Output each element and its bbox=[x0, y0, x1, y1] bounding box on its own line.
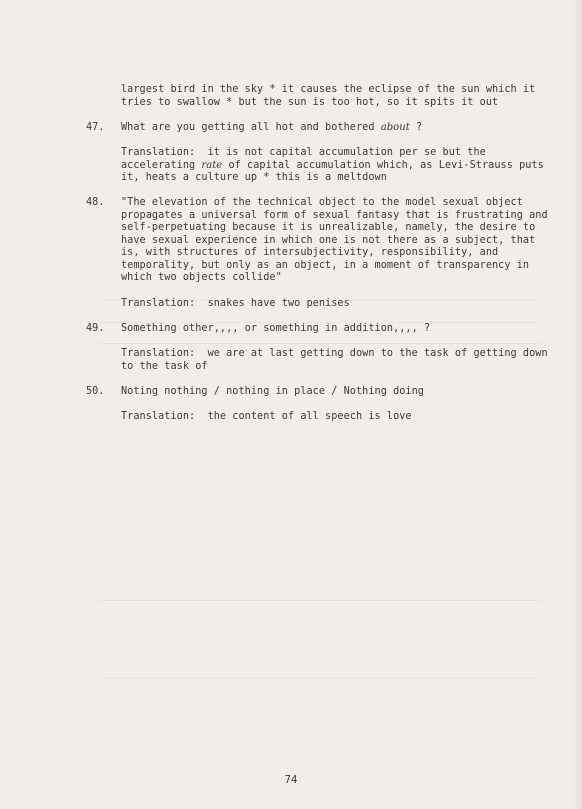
quote-line: which two objects collide" bbox=[121, 272, 282, 283]
translation-text: of capital accumulation which, as Levi-Strauss puts bbox=[222, 160, 544, 171]
translation-line: Translation: it is not capital accumulation per se but the bbox=[121, 147, 486, 158]
translation-line: Translation: the content of all speech is love bbox=[121, 411, 412, 422]
item-question: Something other,,,, or something in addition,,,, ? bbox=[121, 323, 431, 334]
item-number: 47. bbox=[86, 122, 105, 133]
translation-line: it, heats a culture up * this is a meltdown bbox=[121, 172, 387, 183]
question-text: What are you getting all hot and bothered bbox=[121, 122, 381, 133]
bleed-through-line bbox=[100, 600, 540, 601]
quote-line: have sexual experience in which one is not there as a subject, that bbox=[121, 235, 536, 246]
page-number: 74 bbox=[284, 774, 298, 786]
emphasized-word: about bbox=[380, 122, 410, 133]
translation-line: Translation: we are at last getting down to the task of getting down bbox=[121, 348, 548, 359]
question-suffix: ? bbox=[409, 122, 423, 133]
item-number: 48. bbox=[86, 197, 105, 208]
bleed-through-line bbox=[100, 343, 540, 344]
item-question: Noting nothing / nothing in place / Nothing doing bbox=[121, 386, 424, 397]
translation-line bbox=[121, 160, 544, 173]
quote-line: "The elevation of the technical object to the model sexual object bbox=[121, 197, 523, 208]
translation-text: accelerating bbox=[121, 160, 202, 171]
continuation-line: largest bird in the sky * it causes the eclipse of the sun which it bbox=[121, 84, 536, 95]
quote-line: propagates a universal form of sexual fantasy that is frustrating and bbox=[121, 210, 548, 221]
quote-line: is, with structures of intersubjectivity, responsibility, and bbox=[121, 247, 499, 258]
item-number: 50. bbox=[86, 386, 105, 397]
item-number: 49. bbox=[86, 323, 105, 334]
quote-line: self-perpetuating because it is unrealizable, namely, the desire to bbox=[121, 222, 536, 233]
translation-line: to the task of bbox=[121, 361, 208, 372]
emphasized-word: rate bbox=[201, 160, 223, 171]
quote-line: temporality, but only as an object, in a moment of transparency in bbox=[121, 260, 530, 271]
continuation-line: tries to swallow * but the sun is too hot, so it spits it out bbox=[121, 97, 499, 108]
item-question bbox=[121, 122, 422, 135]
bleed-through-line bbox=[100, 678, 540, 679]
translation-line: Translation: snakes have two penises bbox=[121, 298, 350, 309]
